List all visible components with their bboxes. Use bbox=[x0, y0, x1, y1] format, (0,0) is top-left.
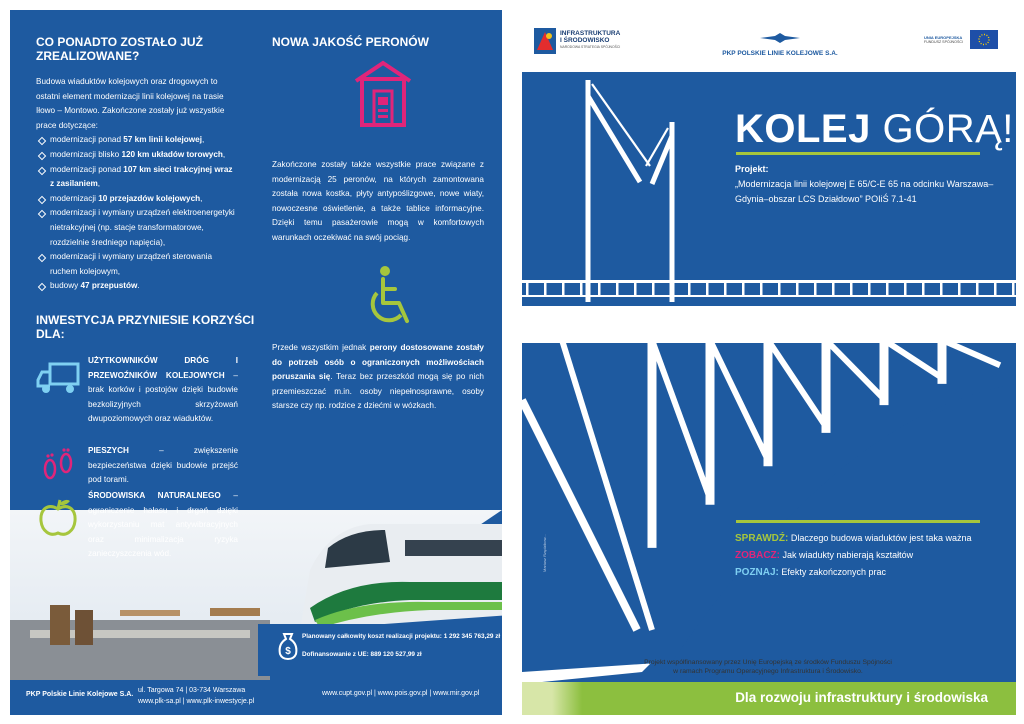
project-label: Projekt: bbox=[735, 164, 769, 174]
wheelchair-icon bbox=[367, 265, 415, 329]
eu-flag-icon bbox=[970, 30, 998, 49]
heading-benefits: INWESTYCJA PRZYNIESIE KORZYŚCI DLA: bbox=[36, 313, 255, 341]
total-cost: Planowany całkowity koszt realizacji projektu: 1 292 345 763,29 zł bbox=[302, 633, 501, 640]
slogan-text: Dla rozwoju infrastruktury i środowiska bbox=[735, 690, 988, 705]
left-panel bbox=[10, 10, 502, 715]
infra-logo-text-3: NARODOWA STRATEGIA SPÓJNOŚCI bbox=[560, 45, 621, 49]
infra-logo-text-1: INFRASTRUKTURA bbox=[560, 30, 621, 37]
pkp-logo-text: PKP POLSKIE LINIE KOLEJOWE S.A. bbox=[722, 50, 838, 57]
truck-icon bbox=[36, 362, 80, 394]
eu-logo-text-1: UNIA EUROPEJSKA bbox=[924, 35, 963, 40]
platforms-text: Zakończone zostały także wszystkie prace związane z modernizacją 25 peronów, na których zamontowana została nowa kostka, płyty antypoślizgowe, nowe wiaty, nowoczesne oświetlenie, a także tablice informacyjne. Dzięki temu pasażerowie mogą w komfortowych warunkach oczekiwać na swój pociąg. bbox=[272, 160, 484, 242]
pkp-wings-icon bbox=[760, 33, 800, 43]
photo-credit: Mariusz Rzędzikow... bbox=[542, 534, 547, 572]
cofinancing-line-2: w ramach Programu Operacyjnego Infrastruktura i Środowisko. bbox=[673, 668, 863, 675]
cover-title: KOLEJ GÓRĄ! bbox=[735, 107, 1014, 151]
links-divider bbox=[736, 520, 980, 523]
heading-platforms: NOWA JAKOŚĆ PERONÓW bbox=[272, 35, 429, 49]
benefit-pedestrians: PIESZYCH – zwiększenie bezpieczeństwa dzięki budowie przejść pod torami. bbox=[88, 446, 238, 485]
slogan-bar bbox=[522, 682, 1016, 715]
footprints-icon bbox=[40, 447, 76, 487]
arch-truss bbox=[522, 330, 1016, 684]
infra-logo-text-2: I ŚRODOWISKO bbox=[560, 37, 610, 44]
link-sprawdz[interactable]: SPRAWDŹ: Dlaczego budowa wiaduktów jest taka ważna bbox=[735, 533, 972, 544]
works-list-item: modernizacji i wymiany urządzeń sterowania ruchem kolejowym, bbox=[36, 250, 236, 279]
works-list bbox=[36, 133, 236, 294]
apple-icon bbox=[38, 497, 78, 539]
footer-bar bbox=[10, 680, 502, 715]
footer-org: PKP Polskie Linie Kolejowe S.A. bbox=[26, 691, 134, 698]
works-list-item: budowy 47 przepustów. bbox=[36, 279, 236, 294]
cofinancing-note bbox=[520, 658, 1016, 676]
pkp-logo bbox=[710, 30, 850, 58]
cofinancing-line-1: Projekt współfinansowany przez Unię Europejską ze środków Funduszu Spójności bbox=[644, 659, 892, 666]
cover-links bbox=[735, 530, 1005, 581]
works-list-item: modernizacji i wymiany urządzeń elektroenergetyki nietrakcyjnej (np. stacje transformatorowe, rozdzielnie średniego napięcia), bbox=[36, 206, 236, 250]
right-panel bbox=[520, 10, 1016, 715]
project-info bbox=[735, 162, 995, 207]
benefit-environment: ŚRODOWISKA NATURALNEGO – ograniczenie hałasu i drgań dzięki wykorzystaniu mat antywibracyjnych oraz minimalizacja ryzyka zanieczyszczenia wód. bbox=[88, 491, 238, 559]
heading-what-done: CO PONADTO ZOSTAŁO JUŻ ZREALIZOWANE? bbox=[36, 35, 203, 63]
accessibility-text: Przede wszystkim jednak perony dostosowane zostały do potrzeb osób o ograniczonych możliwościach poruszania się. Teraz bez przeszkód mogą się po nich przemieszczać m.in. osoby niepełnosprawne, osoby starsze czy np. rodzice z dziećmi w wózkach. bbox=[272, 343, 484, 411]
works-list-item: modernizacji ponad 107 km sieci trakcyjnej wraz z zasilaniem, bbox=[36, 163, 236, 192]
project-text: „Modernizacja linii kolejowej E 65/C-E 65 na odcinku Warszawa–Gdynia–obszar LCS Działdowo” POIiŚ 7.1-41 bbox=[735, 179, 994, 204]
link-poznaj[interactable]: POZNAJ: Efekty zakończonych prac bbox=[735, 567, 886, 578]
eu-logo bbox=[924, 30, 1004, 52]
works-list-item: modernizacji blisko 120 km układów torowych, bbox=[36, 148, 236, 163]
footer-address: ul. Targowa 74 | 03-734 Warszawa bbox=[138, 687, 246, 694]
works-list-item: modernizacji 10 przejazdów kolejowych, bbox=[36, 192, 236, 207]
platform-shelter-icon bbox=[352, 59, 414, 127]
works-list-item: modernizacji ponad 57 km linii kolejowej, bbox=[36, 133, 236, 148]
eu-logo-text-2: FUNDUSZ SPÓJNOŚCI bbox=[924, 40, 963, 44]
cost-box bbox=[258, 624, 502, 676]
money-bag-icon bbox=[278, 630, 298, 660]
title-underline bbox=[736, 152, 980, 155]
eu-funding: Dofinansowanie z UE: 889 120 527,99 zł bbox=[302, 651, 422, 658]
intro-text: Budowa wiaduktów kolejowych oraz drogowych to ostatni element modernizacji linii kolejowej na trasie Iłowo – Montowo. Zakończone zostały już wszystkie prace dotyczące: bbox=[36, 77, 225, 130]
footer-website-link[interactable]: www.plk-sa.pl | www.plk-inwestycje.pl bbox=[138, 698, 255, 705]
infrastructure-logo-icon bbox=[534, 28, 556, 54]
benefit-users: UŻYTKOWNIKÓW DRÓG I PRZEWOŹNIKÓW KOLEJOWYCH – brak korków i postojów dzięki budowie bezkolizyjnych skrzyżowań dwupoziomowych oraz wiaduktów. bbox=[88, 356, 238, 424]
link-zobacz[interactable]: ZOBACZ: Jak wiadukty nabierają kształtów bbox=[735, 550, 914, 561]
svg-text:$: $ bbox=[285, 646, 291, 657]
footer-links[interactable]: www.cupt.gov.pl | www.pois.gov.pl | www.mir.gov.pl bbox=[322, 690, 480, 697]
infrastructure-logo bbox=[534, 28, 644, 58]
